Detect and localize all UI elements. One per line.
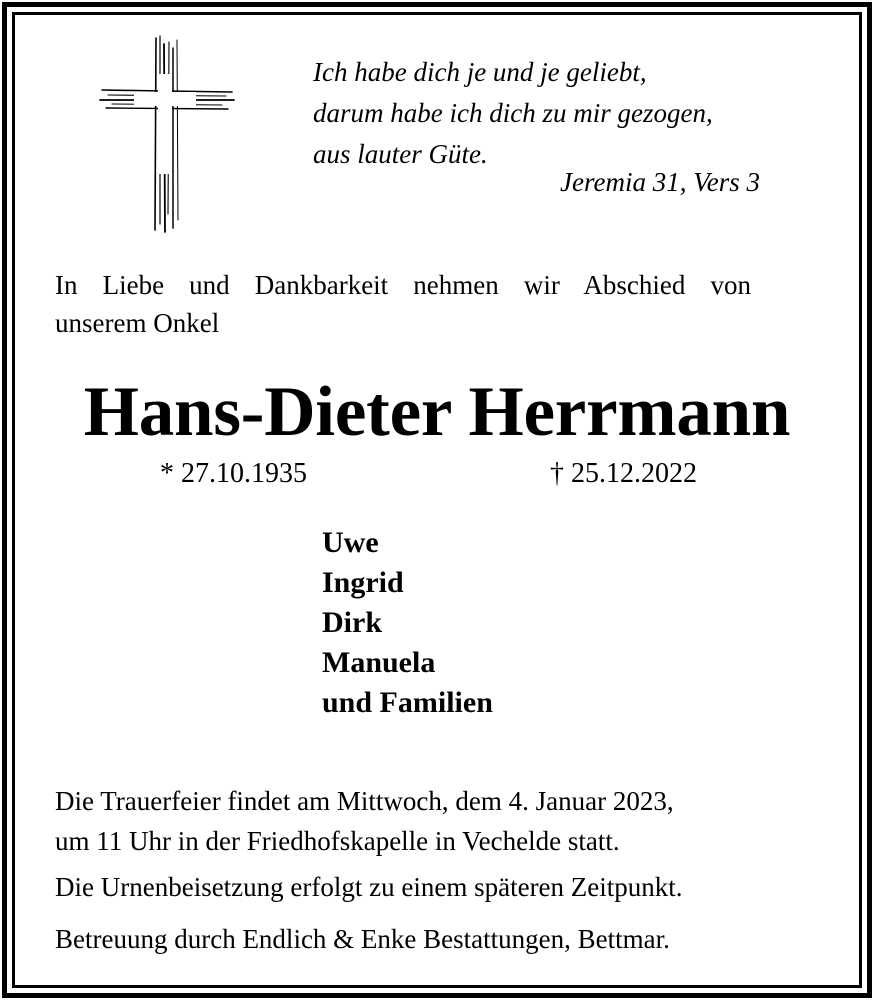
urn-burial-note: Die Urnenbeisetzung erfolgt zu einem späteren Zeitpunkt. [55,872,683,902]
mourner-name: Dirk [322,606,382,639]
cross-icon [98,34,236,234]
deceased-name: Hans-Dieter Herrmann [83,373,791,451]
intro-text [55,266,751,342]
verse-line: aus lauter Güte. [313,139,488,169]
service-line: um 11 Uhr in der Friedhofskapelle in Vechelde statt. [55,826,620,856]
intro-line: unserem Onkel [55,308,220,338]
death-date: † 25.12.2022 [550,458,697,489]
service-line: Die Trauerfeier findet am Mittwoch, dem 4. Januar 2023, [55,786,674,816]
mourner-name: Ingrid [322,566,404,599]
mourner-name: und Familien [322,686,493,719]
mourner-name: Manuela [322,646,436,679]
verse-line: darum habe ich dich zu mir gezogen, [313,98,713,128]
mourners-list [322,523,493,723]
intro-line: In Liebe und Dankbarkeit nehmen wir Abschied von [55,270,751,300]
verse-reference: Jeremia 31, Vers 3 [560,167,760,197]
undertaker-note: Betreuung durch Endlich & Enke Bestattungen, Bettmar. [55,924,670,954]
mourner-name: Uwe [322,526,379,559]
bible-verse [313,52,713,175]
verse-line: Ich habe dich je und je geliebt, [313,57,647,87]
birth-date: * 27.10.1935 [160,458,307,489]
